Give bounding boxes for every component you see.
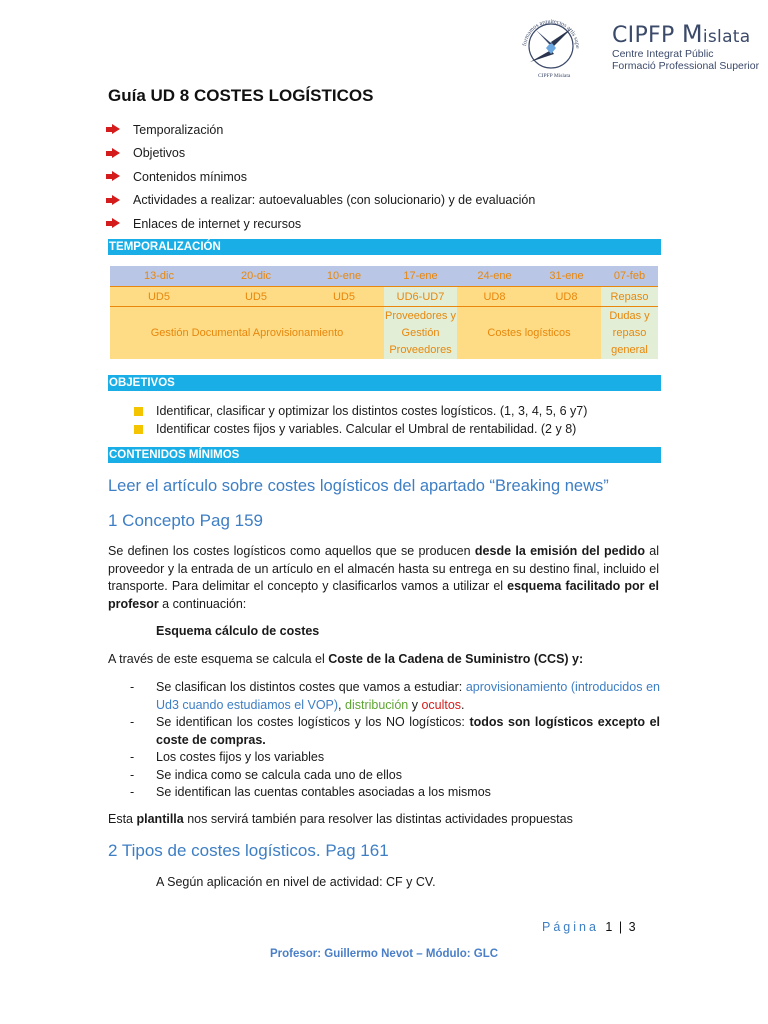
schedule-unit: UD8 <box>457 287 532 307</box>
seal-label: CIPFP Mislata <box>538 73 571 79</box>
item-text: . <box>461 697 465 712</box>
esquema-item <box>130 784 660 802</box>
concepto-text: Se definen los costes logísticos como aquellos que se producen <box>108 544 475 558</box>
objective-text: Identificar costes fijos y variables. Calcular el Umbral de rentabilidad. (2 y 8) <box>156 422 577 436</box>
schedule-unit: UD5 <box>110 287 208 307</box>
schedule-unit: Repaso <box>601 287 658 307</box>
plantilla-text: nos servirá también para resolver las distintas actividades propuestas <box>183 812 573 826</box>
schedule-date: 13-dic <box>110 266 208 287</box>
schedule-topic: Dudas y repaso general <box>601 307 658 360</box>
schedule-topics-row <box>110 307 658 360</box>
red-arrow-icon <box>106 148 120 159</box>
schedule-dates-row <box>110 266 658 287</box>
page-total: 3 <box>628 920 636 934</box>
section-bar-temporalizacion: TEMPORALIZACIÓN <box>108 239 661 255</box>
cipfp-brand <box>612 20 759 72</box>
concepto-heading: 1 Concepto Pag 159 <box>108 511 264 530</box>
seal-arc-text: formamos arquitectos artis supe <box>522 18 581 49</box>
index-item-label: Actividades a realizar: autoevaluables (con solucionario) y de evaluación <box>133 193 536 208</box>
schedule-table <box>110 266 658 359</box>
cipfp-seal-logo <box>516 8 586 80</box>
objective-item <box>134 402 587 420</box>
plantilla-bold: plantilla <box>136 812 184 826</box>
index-item <box>106 212 535 236</box>
concepto-text: al proveedor y la entrada de un artículo en el almacén hasta su entrega en su destino final, incluido el transporte. Para delimitar el concepto y clasificarlos vamos a utilizar el <box>108 544 659 593</box>
esquema-intro <box>108 651 659 669</box>
index-item-label: Temporalización <box>133 122 224 137</box>
item-text-red: ocultos <box>421 697 462 712</box>
item-text: Los costes fijos y los variables <box>156 750 325 764</box>
article-heading: Leer el artículo sobre costes logísticos del apartado “Breaking news” <box>108 477 609 495</box>
section-bar-contenidos: CONTENIDOS MÍNIMOS <box>108 447 661 463</box>
plantilla-text: Esta <box>108 812 137 826</box>
schedule-topic: Costes logísticos <box>457 307 601 360</box>
item-text: Se clasifican los distintos costes que vamos a estudiar: <box>156 680 466 694</box>
concepto-bold: esquema facilitado por el profesor <box>108 579 659 611</box>
brand-line-1: Centre Integrat Públic <box>612 48 714 60</box>
red-arrow-icon <box>106 218 120 229</box>
page-separator: | <box>618 920 623 934</box>
schedule-date: 17-ene <box>384 266 457 287</box>
esquema-intro-text: A través de este esquema se calcula el <box>108 652 329 666</box>
schedule-unit: UD6-UD7 <box>384 287 457 307</box>
schedule-unit: UD5 <box>208 287 304 307</box>
schedule-units-row <box>110 287 658 307</box>
tipos-line: A Según aplicación en nivel de actividad: CF y CV. <box>156 875 436 889</box>
schedule-date: 24-ene <box>457 266 532 287</box>
tipos-heading: 2 Tipos de costes logísticos. Pag 161 <box>108 841 389 860</box>
brand-rest: islata <box>702 27 751 47</box>
item-text: , <box>338 697 345 712</box>
yellow-square-bullet-icon <box>134 407 143 416</box>
schedule-date: 07-feb <box>601 266 658 287</box>
page-word: Página <box>542 920 599 934</box>
yellow-square-bullet-icon <box>134 425 143 434</box>
esquema-intro-bold: Coste de la Cadena de Suministro (CCS) y: <box>328 652 584 666</box>
esquema-item <box>130 767 660 785</box>
index-item <box>106 142 535 166</box>
schedule-unit: UD5 <box>304 287 384 307</box>
page-number <box>542 920 636 934</box>
esquema-list <box>130 679 660 802</box>
concepto-bold: desde la emisión del pedido <box>474 544 645 558</box>
brand-name <box>612 20 759 48</box>
red-arrow-icon <box>106 124 120 135</box>
guide-index <box>106 118 535 236</box>
item-text-bold: todos son logísticos excepto el coste de compras. <box>156 715 660 747</box>
plantilla-paragraph <box>108 811 659 829</box>
schedule-topic: Gestión Documental Aprovisionamiento <box>110 307 384 360</box>
esquema-title: Esquema cálculo de costes <box>156 624 320 638</box>
index-item-label: Objetivos <box>133 146 186 161</box>
schedule-date: 20-dic <box>208 266 304 287</box>
objective-item <box>134 420 587 438</box>
section-bar-objetivos: OBJETIVOS <box>108 375 661 391</box>
index-item-label: Contenidos mínimos <box>133 169 247 184</box>
esquema-item <box>130 749 660 767</box>
concepto-paragraph <box>108 543 659 613</box>
page-current: 1 <box>605 920 613 934</box>
brand-m: M <box>681 20 703 48</box>
red-arrow-icon <box>106 171 120 182</box>
esquema-item <box>130 679 660 714</box>
objectives-list <box>134 402 587 438</box>
red-arrow-icon <box>106 195 120 206</box>
item-text: Se identifican los costes logísticos y los NO logísticos: <box>156 715 470 729</box>
schedule-date: 31-ene <box>532 266 601 287</box>
index-item-label: Enlaces de internet y recursos <box>133 216 302 231</box>
index-item <box>106 165 535 189</box>
item-text-green: distribución <box>345 697 409 712</box>
esquema-item <box>130 714 660 749</box>
objective-text: Identificar, clasificar y optimizar los distintos costes logísticos. (1, 3, 4, 5, 6 y7) <box>156 404 588 418</box>
index-item <box>106 118 535 142</box>
item-text: Se indica como se calcula cada uno de ellos <box>156 767 402 782</box>
footer-professor: Profesor: Guillermo Nevot – Módulo: GLC <box>269 948 499 960</box>
item-text: Se identifican las cuentas contables asociadas a los mismos <box>156 785 491 799</box>
schedule-date: 10-ene <box>304 266 384 287</box>
brand-line-2: Formació Professional Superior <box>612 60 760 72</box>
schedule-unit: UD8 <box>532 287 601 307</box>
item-text: y <box>408 697 422 712</box>
index-item <box>106 189 535 213</box>
brand-prefix: CIPFP <box>612 23 675 48</box>
concepto-text: a continuación: <box>158 596 247 611</box>
document-title: Guía UD 8 COSTES LOGÍSTICOS <box>108 86 374 105</box>
schedule-topic: Proveedores y Gestión Proveedores <box>384 307 457 360</box>
item-text-blue: aprovisionamiento (introducidos en Ud3 cuando estudiamos el VOP) <box>156 680 660 712</box>
